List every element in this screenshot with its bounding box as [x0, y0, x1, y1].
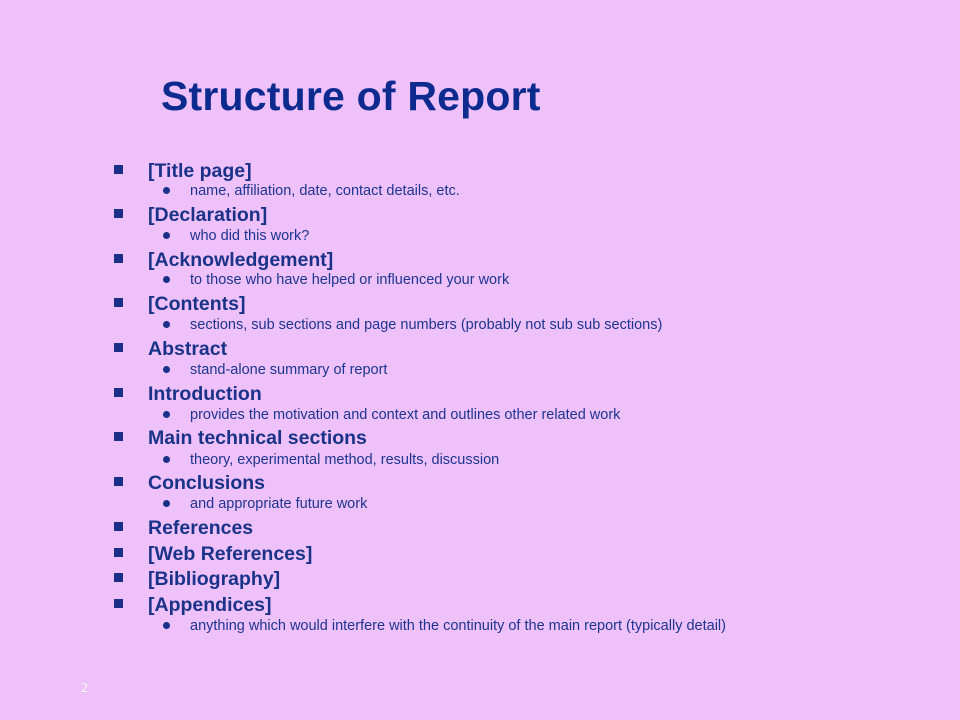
- sub-list-item-label: and appropriate future work: [190, 496, 368, 512]
- list-item-label: References: [148, 517, 254, 539]
- square-bullet-icon: [114, 522, 123, 531]
- list-item-label: [Contents]: [148, 293, 246, 315]
- sub-list-item-label: who did this work?: [190, 228, 310, 244]
- square-bullet-icon: [114, 477, 123, 486]
- list-item-label: [Web References]: [148, 543, 313, 565]
- sub-list-item-label: provides the motivation and context and outlines other related work: [190, 407, 621, 423]
- square-bullet-icon: [114, 209, 123, 218]
- square-bullet-icon: [114, 254, 123, 263]
- list-item-label: [Acknowledgement]: [148, 249, 334, 271]
- slide-title: Structure of Report: [161, 73, 541, 119]
- sub-list-item-label: sections, sub sections and page numbers (probably not sub sub sections): [190, 317, 663, 333]
- square-bullet-icon: [114, 165, 123, 174]
- square-bullet-icon: [114, 548, 123, 557]
- sub-list-item-label: theory, experimental method, results, discussion: [190, 452, 500, 468]
- list-item-label: [Appendices]: [148, 594, 272, 616]
- square-bullet-icon: [114, 298, 123, 307]
- round-bullet-icon: [163, 232, 170, 239]
- list-item-label: [Title page]: [148, 160, 252, 182]
- round-bullet-icon: [163, 456, 170, 463]
- round-bullet-icon: [163, 276, 170, 283]
- round-bullet-icon: [163, 411, 170, 418]
- round-bullet-icon: [163, 622, 170, 629]
- sub-list-item-label: name, affiliation, date, contact details, etc.: [190, 183, 460, 199]
- square-bullet-icon: [114, 599, 123, 608]
- square-bullet-icon: [114, 432, 123, 441]
- round-bullet-icon: [163, 500, 170, 507]
- round-bullet-icon: [163, 366, 170, 373]
- list-item-label: Conclusions: [148, 472, 266, 494]
- square-bullet-icon: [114, 388, 123, 397]
- list-item-label: Introduction: [148, 383, 262, 405]
- round-bullet-icon: [163, 187, 170, 194]
- square-bullet-icon: [114, 343, 123, 352]
- list-item-label: Main technical sections: [148, 427, 367, 449]
- round-bullet-icon: [163, 321, 170, 328]
- sub-list-item-label: to those who have helped or influenced your work: [190, 272, 510, 288]
- list-item-label: [Declaration]: [148, 204, 268, 226]
- square-bullet-icon: [114, 573, 123, 582]
- list-item-label: Abstract: [148, 338, 228, 360]
- page-number: 2: [81, 681, 88, 696]
- sub-list-item-label: anything which would interfere with the continuity of the main report (typically detail): [190, 618, 726, 634]
- list-item-label: [Bibliography]: [148, 568, 281, 590]
- sub-list-item-label: stand-alone summary of report: [190, 362, 388, 378]
